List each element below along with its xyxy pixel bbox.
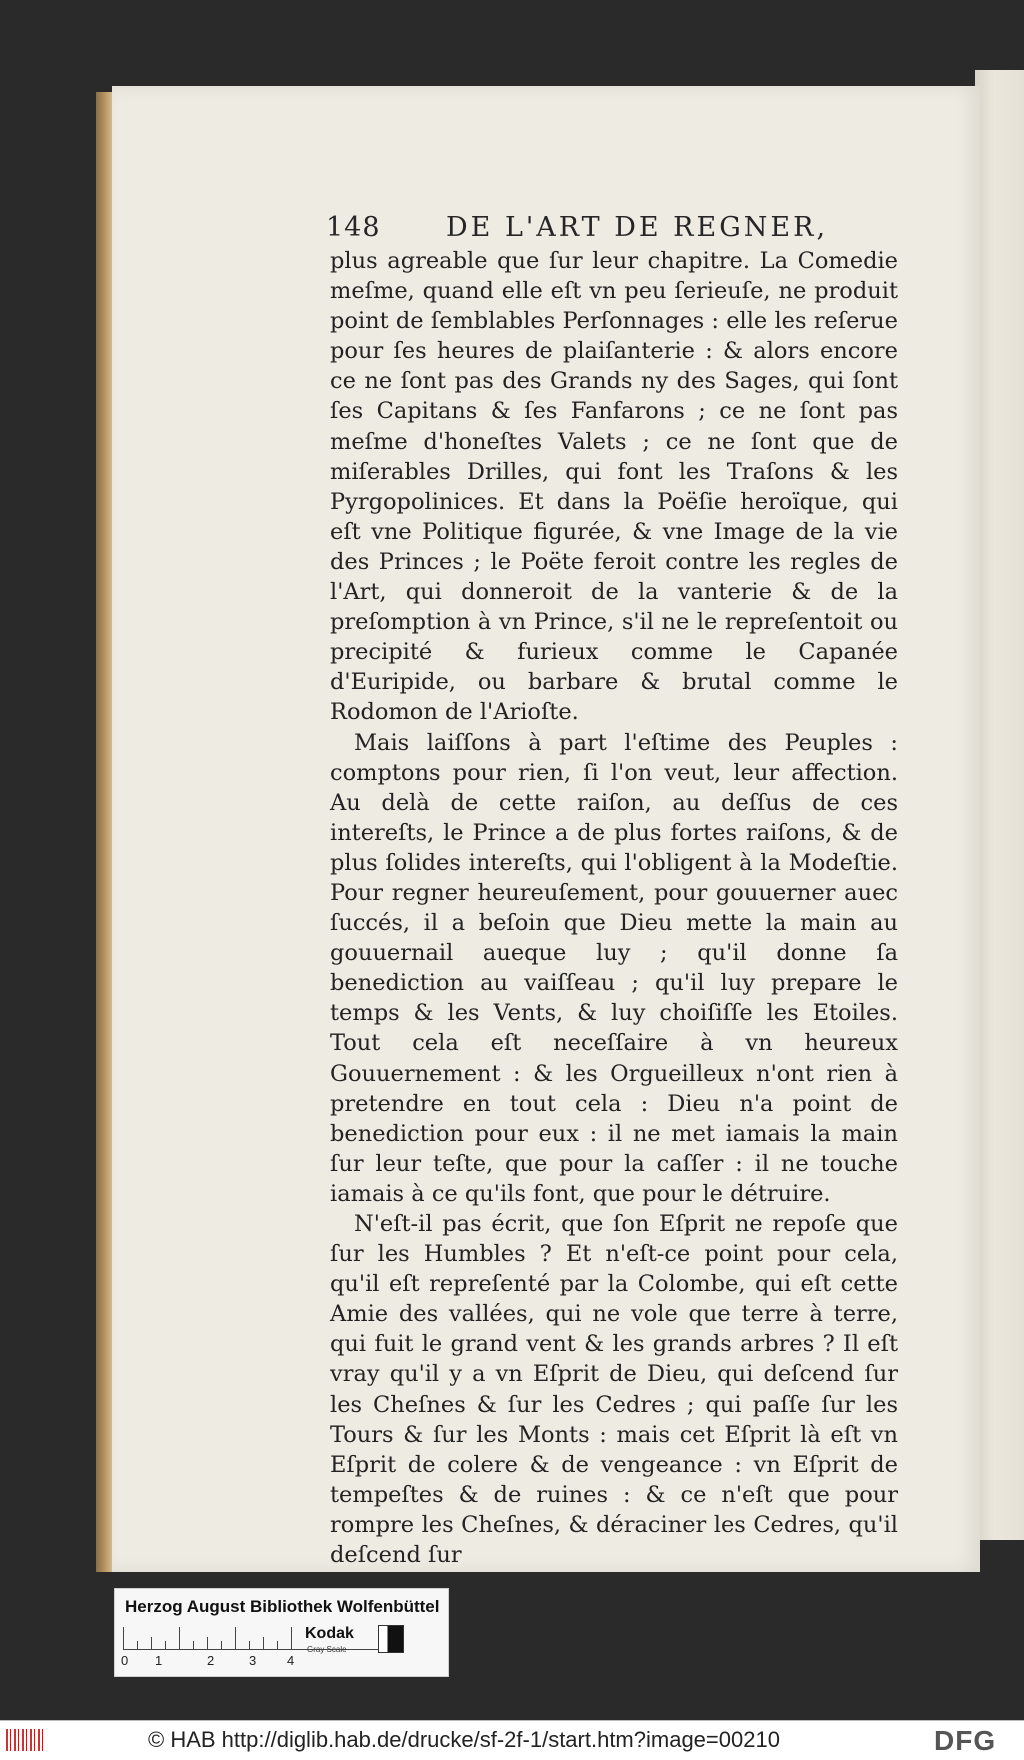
library-name: Herzog August Bibliothek Wolfenbüttel	[125, 1597, 440, 1616]
ruler-scale	[123, 1627, 403, 1650]
copyright-link[interactable]: © HAB http://diglib.hab.de/drucke/sf-2f-1/start.htm?image=00210	[148, 1727, 780, 1752]
kodak-logo: Kodak	[305, 1625, 354, 1642]
gray-swatch	[378, 1625, 404, 1653]
ruler-number: 2	[207, 1653, 215, 1668]
paragraph-1: plus agreable que ſur leur chapitre. La Comedie meſme, quand elle eſt vn peu ſerieuſe, ne produit point de ſemblables Perſonnages : elle les reſerue pour ſes heures de plaiſanterie : & alors encore ce ne ſont pas des Grands ny des Sages, qui ſont ſes Capitans & ſes Fanfarons ; ce ne ſont pas meſme d'honeſtes Valets ; ce ne ſont que de miſerables Drilles, qui font les Traſons & les Pyrgopolinices. Et dans la Poëſie heroïque, qui eſt vne Politique figurée, & vne Image de la vie des Princes ; le Poëte feroit contre les regles de l'Art, qui donneroit de la vanterie & de la preſomption à vn Prince, s'il ne le repreſentoit ou precipité & furieux comme le Capanée d'Euripide, ou barbare & brutal comme le Rodomon de l'Arioſte.	[330, 248, 898, 726]
running-title: DE L'ART DE REGNER,	[446, 212, 829, 243]
dfg-logo: DFG	[934, 1725, 997, 1756]
paragraph-3: N'eſt-il pas écrit, que ſon Eſprit ne repoſe que ſur les Humbles ? Et n'eſt-ce point pour cela, qu'il eſt repreſenté par la Colombe, qui eſt cette Amie des vallées, qui ne vole que terre à terre, qui fuit le grand vent & les grands arbres ? Il eſt vray qu'il y a vn Eſprit de Dieu, qui deſcend ſur les Cheſnes & ſur les Cedres ; qui paſſe ſur les Tours & ſur les Monts : mais cet Eſprit là eſt vn Eſprit de colere & de vengeance : vn Eſprit de tempeſtes & de ruines : & ce n'eſt que pour rompre les Cheſnes, & déraciner les Cedres, qu'il deſcend ſur	[330, 1211, 898, 1569]
body-text	[330, 246, 898, 1570]
ruler-number: 4	[287, 1653, 295, 1668]
page-number: 148	[326, 212, 381, 243]
ruler-number: 0	[121, 1653, 129, 1668]
ruler-number: 1	[155, 1653, 163, 1668]
paragraph-2: Mais laiſſons à part l'eſtime des Peuples : comptons pour rien, ſi l'on veut, leur affection. Au delà de cette raiſon, au deſſus de ces intereſts, le Prince a de plus fortes raiſons, & de plus ſolides intereſts, qui l'obligent à la Modeſtie. Pour regner heureuſement, pour gouuerner auec ſuccés, il a beſoin que Dieu mette la main au gouuernail aueque luy ; qu'il donne ſa benediction au vaiſſeau ; qu'il luy prepare le temps & les Vents, & luy choiſiſſe les Etoiles. Tout cela eſt neceſſaire à vn heureux Gouuernement : & les Orgueilleux n'ont rien à pretendre en tout cela : Dieu n'a point de benediction pour eux : il ne met iamais la main ſur leur teſte, que pour la caſſer : il ne touche iamais à ce qu'ils font, que pour le détruire.	[330, 729, 898, 1207]
ruler-number: 3	[249, 1653, 257, 1668]
color-scale-card	[114, 1588, 449, 1677]
footer-bar	[0, 1720, 1024, 1760]
barcode-icon	[6, 1729, 46, 1751]
gray-scale-label: Gray Scale	[307, 1645, 347, 1654]
next-page-edge	[975, 70, 1024, 1540]
